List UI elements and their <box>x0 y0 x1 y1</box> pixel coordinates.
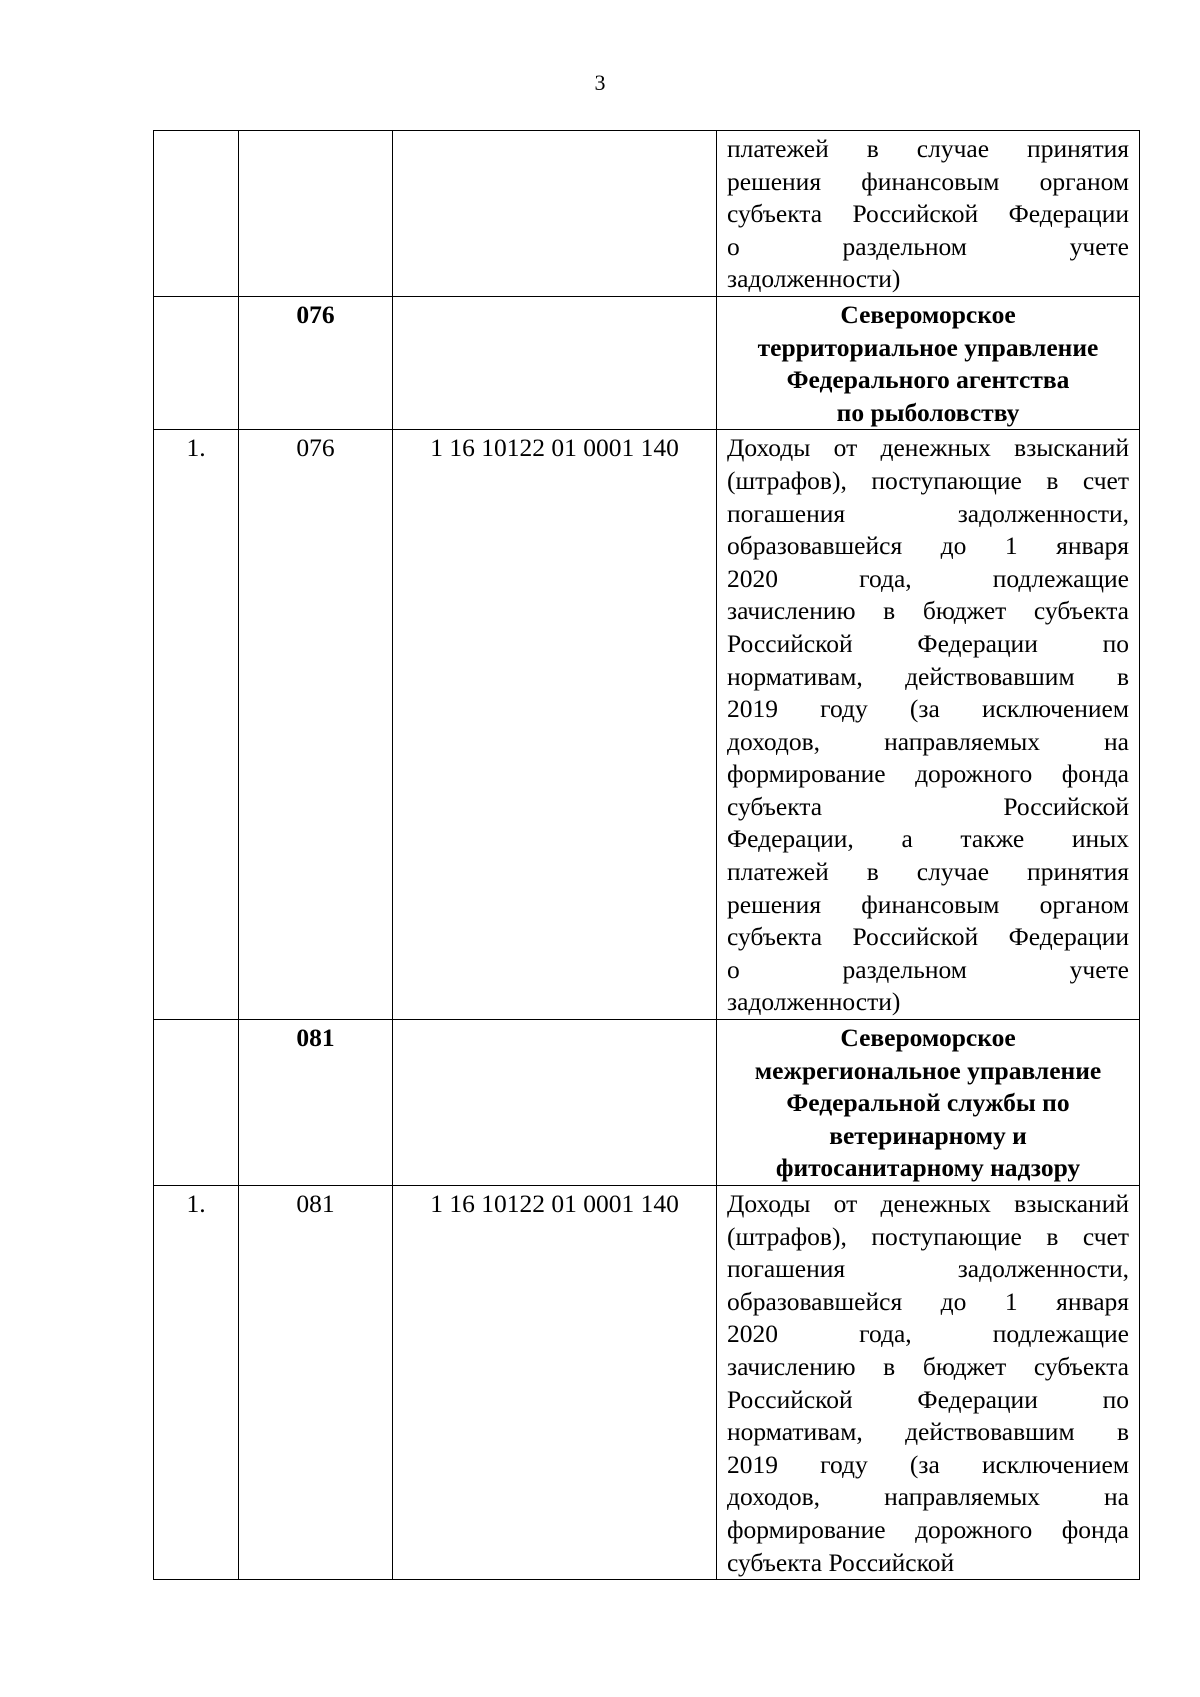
heading-line: по рыболовству <box>836 397 1020 427</box>
section-heading-cell <box>717 296 1140 429</box>
description-line: доходов, направляемых на <box>727 1482 1129 1512</box>
heading-line: Североморское <box>840 1023 1016 1053</box>
description-line: о раздельном учете <box>727 954 1129 984</box>
description-line: (штрафов), поступающие в счет <box>727 1221 1129 1251</box>
description-line: зачислению в бюджет субъекта <box>727 1351 1129 1381</box>
description-line: о раздельном учете <box>727 231 1129 261</box>
description-line: решения финансовым органом <box>727 166 1129 196</box>
revenue-description-cell <box>717 1186 1140 1580</box>
table-row-section-heading <box>154 1020 1140 1186</box>
description-line: нормативам, действовавшим в <box>727 1417 1129 1447</box>
heading-line: межрегиональное управление <box>754 1055 1102 1085</box>
description-line: формирование дорожного фонда <box>727 1514 1129 1544</box>
page-number: 3 <box>594 70 606 95</box>
section-heading-cell <box>717 1020 1140 1186</box>
description-line: образовавшейся до 1 января <box>727 1286 1129 1316</box>
description-line: задолженности) <box>727 264 901 294</box>
row-number-cell: 1. <box>154 430 239 1020</box>
heading-line: территориальное управление <box>757 332 1099 362</box>
table-body <box>154 131 1140 1580</box>
description-line: субъекта Российской <box>727 791 1129 821</box>
description-line: субъекта Российской Федерации <box>727 199 1129 229</box>
revenue-description-cell <box>717 430 1140 1020</box>
description-line: 2020 года, подлежащие <box>727 1319 1129 1349</box>
description-line: субъекта Российской <box>727 1547 955 1577</box>
heading-line: ветеринарному и <box>829 1120 1027 1150</box>
description-line: Российской Федерации по <box>727 628 1129 658</box>
description-line: образовавшейся до 1 января <box>727 531 1129 561</box>
revenue-code-cell: 1 16 10122 01 0001 140 <box>393 1186 717 1580</box>
description-line: 2019 году (за исключением <box>727 1449 1129 1479</box>
budget-revenue-table <box>153 130 1140 1580</box>
row-number-cell <box>154 1020 239 1186</box>
heading-line: фитосанитарному надзору <box>775 1153 1081 1183</box>
administrator-code-cell: 081 <box>239 1020 393 1186</box>
description-line: Доходы от денежных взысканий <box>727 1189 1129 1218</box>
description-line: Российской Федерации по <box>727 1384 1129 1414</box>
revenue-code-cell <box>393 1020 717 1186</box>
heading-line: Североморское <box>840 299 1016 329</box>
description-line: задолженности) <box>727 987 901 1017</box>
description-line: зачислению в бюджет субъекта <box>727 596 1129 626</box>
description-line: платежей в случае принятия <box>727 134 1129 163</box>
revenue-code-cell: 1 16 10122 01 0001 140 <box>393 430 717 1020</box>
description-line: доходов, направляемых на <box>727 726 1129 756</box>
description-line: нормативам, действовавшим в <box>727 661 1129 691</box>
revenue-description-cell <box>717 131 1140 297</box>
table-row-section-heading <box>154 296 1140 429</box>
revenue-code-cell <box>393 131 717 297</box>
table-row <box>154 430 1140 1020</box>
row-number-cell <box>154 131 239 297</box>
heading-line: Федеральной службы по <box>786 1088 1070 1118</box>
table-row <box>154 131 1140 297</box>
description-line: Федерации, а также иных <box>727 824 1129 854</box>
table-row <box>154 1186 1140 1580</box>
administrator-code-cell <box>239 131 393 297</box>
description-line: (штрафов), поступающие в счет <box>727 465 1129 495</box>
description-line: формирование дорожного фонда <box>727 759 1129 789</box>
row-number-cell: 1. <box>154 1186 239 1580</box>
description-line: Доходы от денежных взысканий <box>727 433 1129 463</box>
description-line: субъекта Российской Федерации <box>727 922 1129 952</box>
administrator-code-cell: 076 <box>239 430 393 1020</box>
row-number-cell <box>154 296 239 429</box>
heading-line: Федерального агентства <box>786 365 1070 395</box>
description-line: решения финансовым органом <box>727 889 1129 919</box>
description-line: 2020 года, подлежащие <box>727 563 1129 593</box>
description-line: платежей в случае принятия <box>727 857 1129 887</box>
description-line: погашения задолженности, <box>727 1254 1129 1284</box>
description-line: 2019 году (за исключением <box>727 694 1129 724</box>
revenue-code-cell <box>393 296 717 429</box>
administrator-code-cell: 076 <box>239 296 393 429</box>
description-line: погашения задолженности, <box>727 498 1129 528</box>
administrator-code-cell: 081 <box>239 1186 393 1580</box>
